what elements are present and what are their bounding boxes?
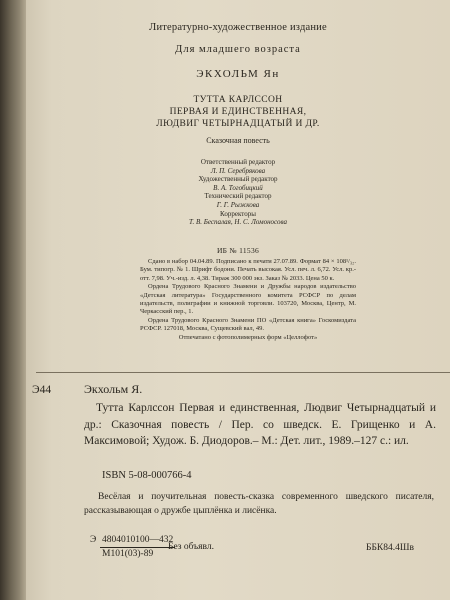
imprint-block — [140, 258, 356, 342]
author-heading: ЭКХОЛЬМ Ян — [196, 68, 280, 80]
credit-name: В. А. Тогобицкий — [213, 183, 263, 192]
credit-role: Технический редактор — [204, 192, 272, 201]
edition-type: Литературно-художественное издание — [149, 22, 327, 33]
index-numerator: 4804010100—432 — [100, 534, 175, 548]
catalog-description: Тутта Карлссон Первая и единственная, Людвиг Четырнадцатый и др.: Сказочная повесть / Пер. со шведск. Е. Грищенко и А. Максимовой; Худож. Б. Диодоров.– М.: Дет. лит., 1989.–127 с.: ил. — [84, 402, 436, 447]
index-prefix: Э — [90, 535, 97, 545]
credit-role: Ответственный редактор — [200, 158, 276, 166]
credit-name: Л. П. Серебрякова — [210, 166, 266, 175]
isbn: ISBN 5-08-000766-4 — [102, 470, 192, 481]
annotation: Весёлая и поучительная повесть-сказка современного шведского писателя, рассказывающая о дружбе цыплёнка и лисёнка. — [84, 492, 434, 516]
ib-number: ИБ № 11536 — [216, 246, 260, 255]
publisher-info: Ордена Трудового Красного Знамени и Дружбы народов издательство «Детская литература» Государственного комитета РСФСР по делам издательств, полиграфии и книжной торговли. 103720, Москва, Центр, М. Черкасский пер., 1. — [140, 283, 356, 316]
credit-name: Т. В. Беспалая, Н. С. Ломоносова — [189, 218, 287, 227]
printed-from-note: Отпечатано с фотополимерных форм «Целлофот» — [178, 333, 318, 341]
book-titles — [26, 94, 450, 130]
index-fraction — [90, 534, 175, 561]
book-spine-shadow — [0, 0, 26, 600]
credit-role: Художественный редактор — [198, 175, 278, 184]
catalog-code: Э44 — [32, 384, 52, 396]
print-details: Сдано в набор 04.04.89. Подписано к печати 27.07.89. Формат 84 × 108¹/₃₂. Бум. типогр. № 1. Шрифт бодони. Печать высокая. Усл. печ. л. 6,72. Усл. кр.-отт. 7,98. Уч.-изд. л. 4,38. Тираж 300 000 экз. Заказ № 2033. Цена 50 к. — [140, 258, 356, 282]
editorial-credits — [26, 158, 450, 227]
genre-subtitle: Сказочная повесть — [206, 136, 270, 145]
credit-role: Корректоры — [220, 209, 256, 218]
book-page — [26, 0, 450, 600]
audience-note: Для младшего возраста — [175, 44, 301, 55]
title-line: ТУТТА КАРЛССОН — [193, 95, 283, 105]
title-line: ЛЮДВИГ ЧЕТЫРНАДЦАТЫЙ И ДР. — [156, 119, 320, 129]
divider — [36, 372, 450, 373]
credit-name: Г. Г. Рыжкова — [216, 200, 260, 209]
catalog-author: Экхольм Я. — [84, 382, 143, 396]
bbk-code: ББК84.4Шв — [366, 543, 414, 553]
index-note: Без объявл. — [168, 542, 215, 552]
index-denominator: М101(03)-89 — [102, 549, 154, 559]
title-line: ПЕРВАЯ И ЕДИНСТВЕННАЯ, — [169, 107, 307, 117]
printer-info: Ордена Трудового Красного Знамени ПО «Детская книга» Госкомиздата РСФСР. 127018, Москва, Сущевский вал, 49. — [140, 316, 356, 333]
